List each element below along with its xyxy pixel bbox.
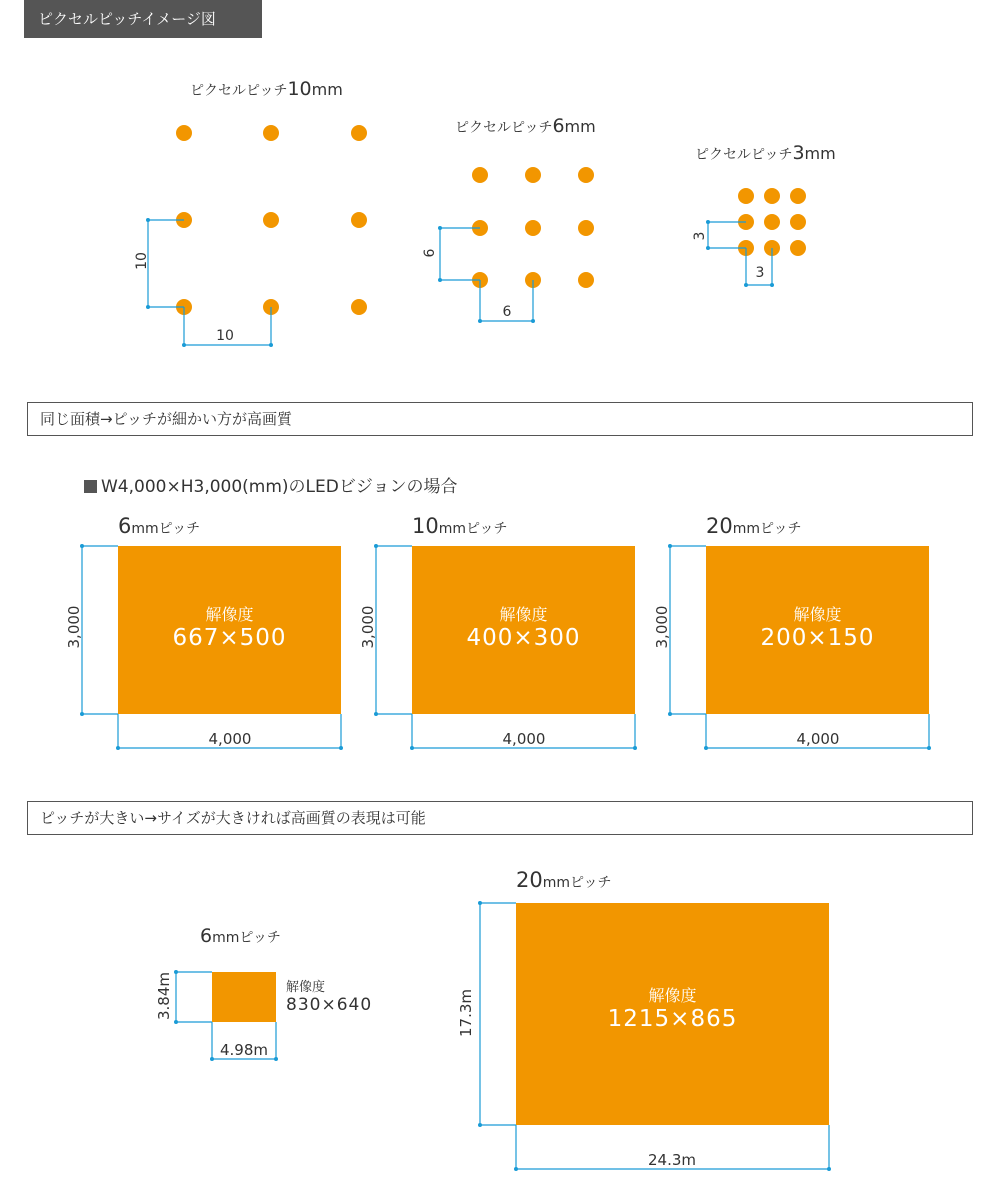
pixel-grid-3mm [738,188,806,256]
pitch-label-10mm: ピクセルピッチ10mm [190,78,343,100]
dim-vertical-6mm: 6 [422,248,438,258]
dim-horizontal-6mm: 6 [502,304,512,320]
pixel-dot [351,212,367,228]
dim-vertical-10mm: 10 [134,252,150,270]
large-panel-20mm-display [516,903,829,1125]
pixel-grid-10mm [176,125,367,315]
square-bullet-icon [84,480,97,493]
small-panel-title-6mm: 6mmピッチ [200,925,281,947]
section-title-same-area: 同じ面積→ピッチが細かい方が高画質 [27,402,973,436]
pixel-dot [764,214,780,230]
pixel-dot [764,188,780,204]
pixel-grid-6mm [472,167,594,288]
resolution-label: 解像度 [286,980,326,995]
small-panel-height: 3.84m [155,972,173,1021]
pitch-label-3mm: ピクセルピッチ3mm [695,142,836,164]
resolution-label: 解像度 [648,986,697,1005]
resolution-value: 667×500 [172,625,287,651]
dim-horizontal-3mm: 3 [755,265,765,281]
panel-10mm-display [412,546,635,714]
pixel-dot [790,188,806,204]
small-panel-width: 4.98m [219,1041,268,1059]
panel-title-10mm: 10mmピッチ [412,514,508,538]
panel-20mm-display [706,546,929,714]
pixel-dot [578,220,594,236]
header-title: ピクセルピッチイメージ図 [24,0,262,38]
pixel-dot [738,188,754,204]
large-panel-width: 24.3m [647,1151,696,1169]
pixel-dot [351,299,367,315]
small-panel-resolution [286,976,372,1015]
resolution-label: 解像度 [205,605,254,624]
panel-10mm-width: 4,000 [502,730,546,748]
large-panel-title-20mm: 20mmピッチ [516,868,612,892]
panel-6mm-height: 3,000 [65,605,83,649]
resolution-value: 400×300 [466,625,581,651]
dim-vertical-3mm: 3 [692,231,708,241]
dimension-lines-10mm [148,220,271,345]
resolution-value: 830×640 [286,995,373,1015]
pixel-dot [525,220,541,236]
pixel-dot [263,125,279,141]
pixel-dot [176,125,192,141]
section-title-large-pitch: ピッチが大きい→サイズが大きければ高画質の表現は可能 [27,801,973,835]
panel-6mm-width: 4,000 [208,730,252,748]
pixel-dot [525,167,541,183]
panel-title-20mm: 20mmピッチ [706,514,802,538]
panel-title-6mm: 6mmピッチ [118,514,201,538]
pixel-dot [472,167,488,183]
dim-horizontal-10mm: 10 [216,328,234,344]
led-vision-subtitle: W4,000×H3,000(mm)のLEDビジョンの場合 [84,472,458,497]
pitch-label-6mm: ピクセルピッチ6mm [455,115,596,137]
resolution-label: 解像度 [499,605,548,624]
dimension-lines-6mm [440,228,533,321]
resolution-value: 1215×865 [607,1006,738,1032]
small-panel-6mm-display [212,972,276,1022]
panel-20mm-height: 3,000 [653,605,671,649]
panel-10mm-height: 3,000 [359,605,377,649]
pixel-dot [578,167,594,183]
panel-20mm-width: 4,000 [796,730,840,748]
resolution-value: 200×150 [760,625,875,651]
pixel-dot [263,212,279,228]
resolution-label: 解像度 [793,605,842,624]
large-panel-height: 17.3m [457,989,475,1038]
pixel-dot [790,214,806,230]
pixel-dot [578,272,594,288]
pixel-dot [351,125,367,141]
panel-6mm-display [118,546,341,714]
pixel-dot [790,240,806,256]
